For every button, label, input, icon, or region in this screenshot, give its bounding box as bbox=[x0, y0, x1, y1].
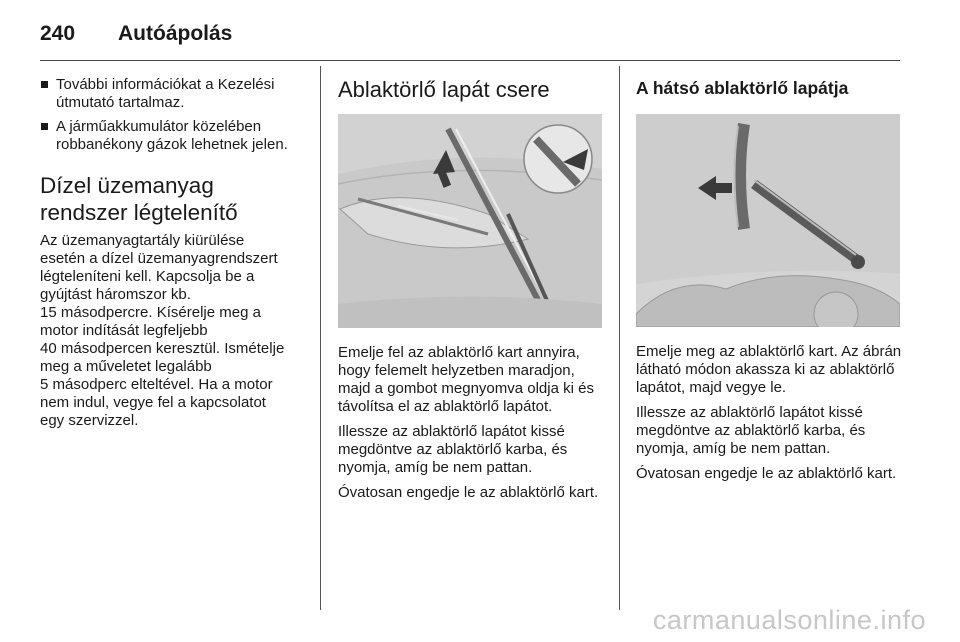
column-divider-2 bbox=[619, 66, 620, 610]
wiper-paragraph-2: Illessze az ablaktörlő lapátot kissé megdöntve az ablaktörlő karba, és nyomja, amíg be nem pattan. bbox=[338, 423, 568, 476]
page-header bbox=[40, 14, 232, 54]
bullet-item: További információkat a Kezelési útmutató tartalmaz. bbox=[40, 76, 304, 112]
bullet-item: A járműakkumulátor közelében robbanékony gázok lehetnek jelen. bbox=[40, 118, 304, 154]
column-right bbox=[636, 66, 902, 490]
diesel-body: Az üzemanyagtartály kiürülése esetén a dízel üzemanyagrendszert légteleníteni kell. Kapcsolja be a gyújtást háromszor kb. 15 másodpercre. Kísérelje meg a motor indítását legfeljebb 40 másodpercen keresztül. Ismételje meg a műveletet legalább 5 másodperc elteltével. Ha a motor nem indul, vegye fel a kapcsolatot egy szervizzel. bbox=[40, 232, 285, 429]
bullet-square-icon bbox=[41, 123, 48, 130]
chapter-title: Autóápolás bbox=[118, 22, 233, 45]
rear-wiper-paragraph-2: Illessze az ablaktörlő lapátot kissé megdöntve az ablaktörlő karba, és nyomja, amíg be nem pattan. bbox=[636, 404, 866, 457]
page-number: 240 bbox=[40, 22, 76, 45]
section-heading-wiper-blade: Ablaktörlő lapát csere bbox=[338, 77, 550, 102]
header-rule bbox=[40, 60, 900, 61]
section-heading-rear-wiper: A hátsó ablaktörlő lapátja bbox=[636, 78, 849, 98]
column-middle bbox=[338, 66, 603, 509]
rear-wiper-paragraph-3: Óvatosan engedje le az ablaktörlő kart. bbox=[636, 465, 897, 482]
column-left bbox=[40, 66, 304, 430]
column-divider-1 bbox=[320, 66, 321, 610]
front-wiper-illustration bbox=[338, 114, 602, 328]
bullet-list bbox=[40, 76, 304, 154]
watermark: carmanualsonline.info bbox=[652, 605, 926, 635]
rear-wiper-paragraph-1: Emelje meg az ablaktörlő kart. Az ábrán látható módon akassza ki az ablaktörlő lapátot, majd vegye le. bbox=[636, 343, 902, 396]
bullet-square-icon bbox=[41, 81, 48, 88]
section-heading-diesel: Dízel üzemanyag rendszer légtelenítő bbox=[40, 173, 238, 225]
wiper-paragraph-3: Óvatosan engedje le az ablaktörlő kart. bbox=[338, 484, 599, 501]
wiper-paragraph-1: Emelje fel az ablaktörlő kart annyira, hogy felemelt helyzetben maradjon, majd a gombot megnyomva oldja ki és távolítsa el az ablaktörlő lapátot. bbox=[338, 344, 594, 415]
rear-wiper-illustration bbox=[636, 114, 900, 327]
